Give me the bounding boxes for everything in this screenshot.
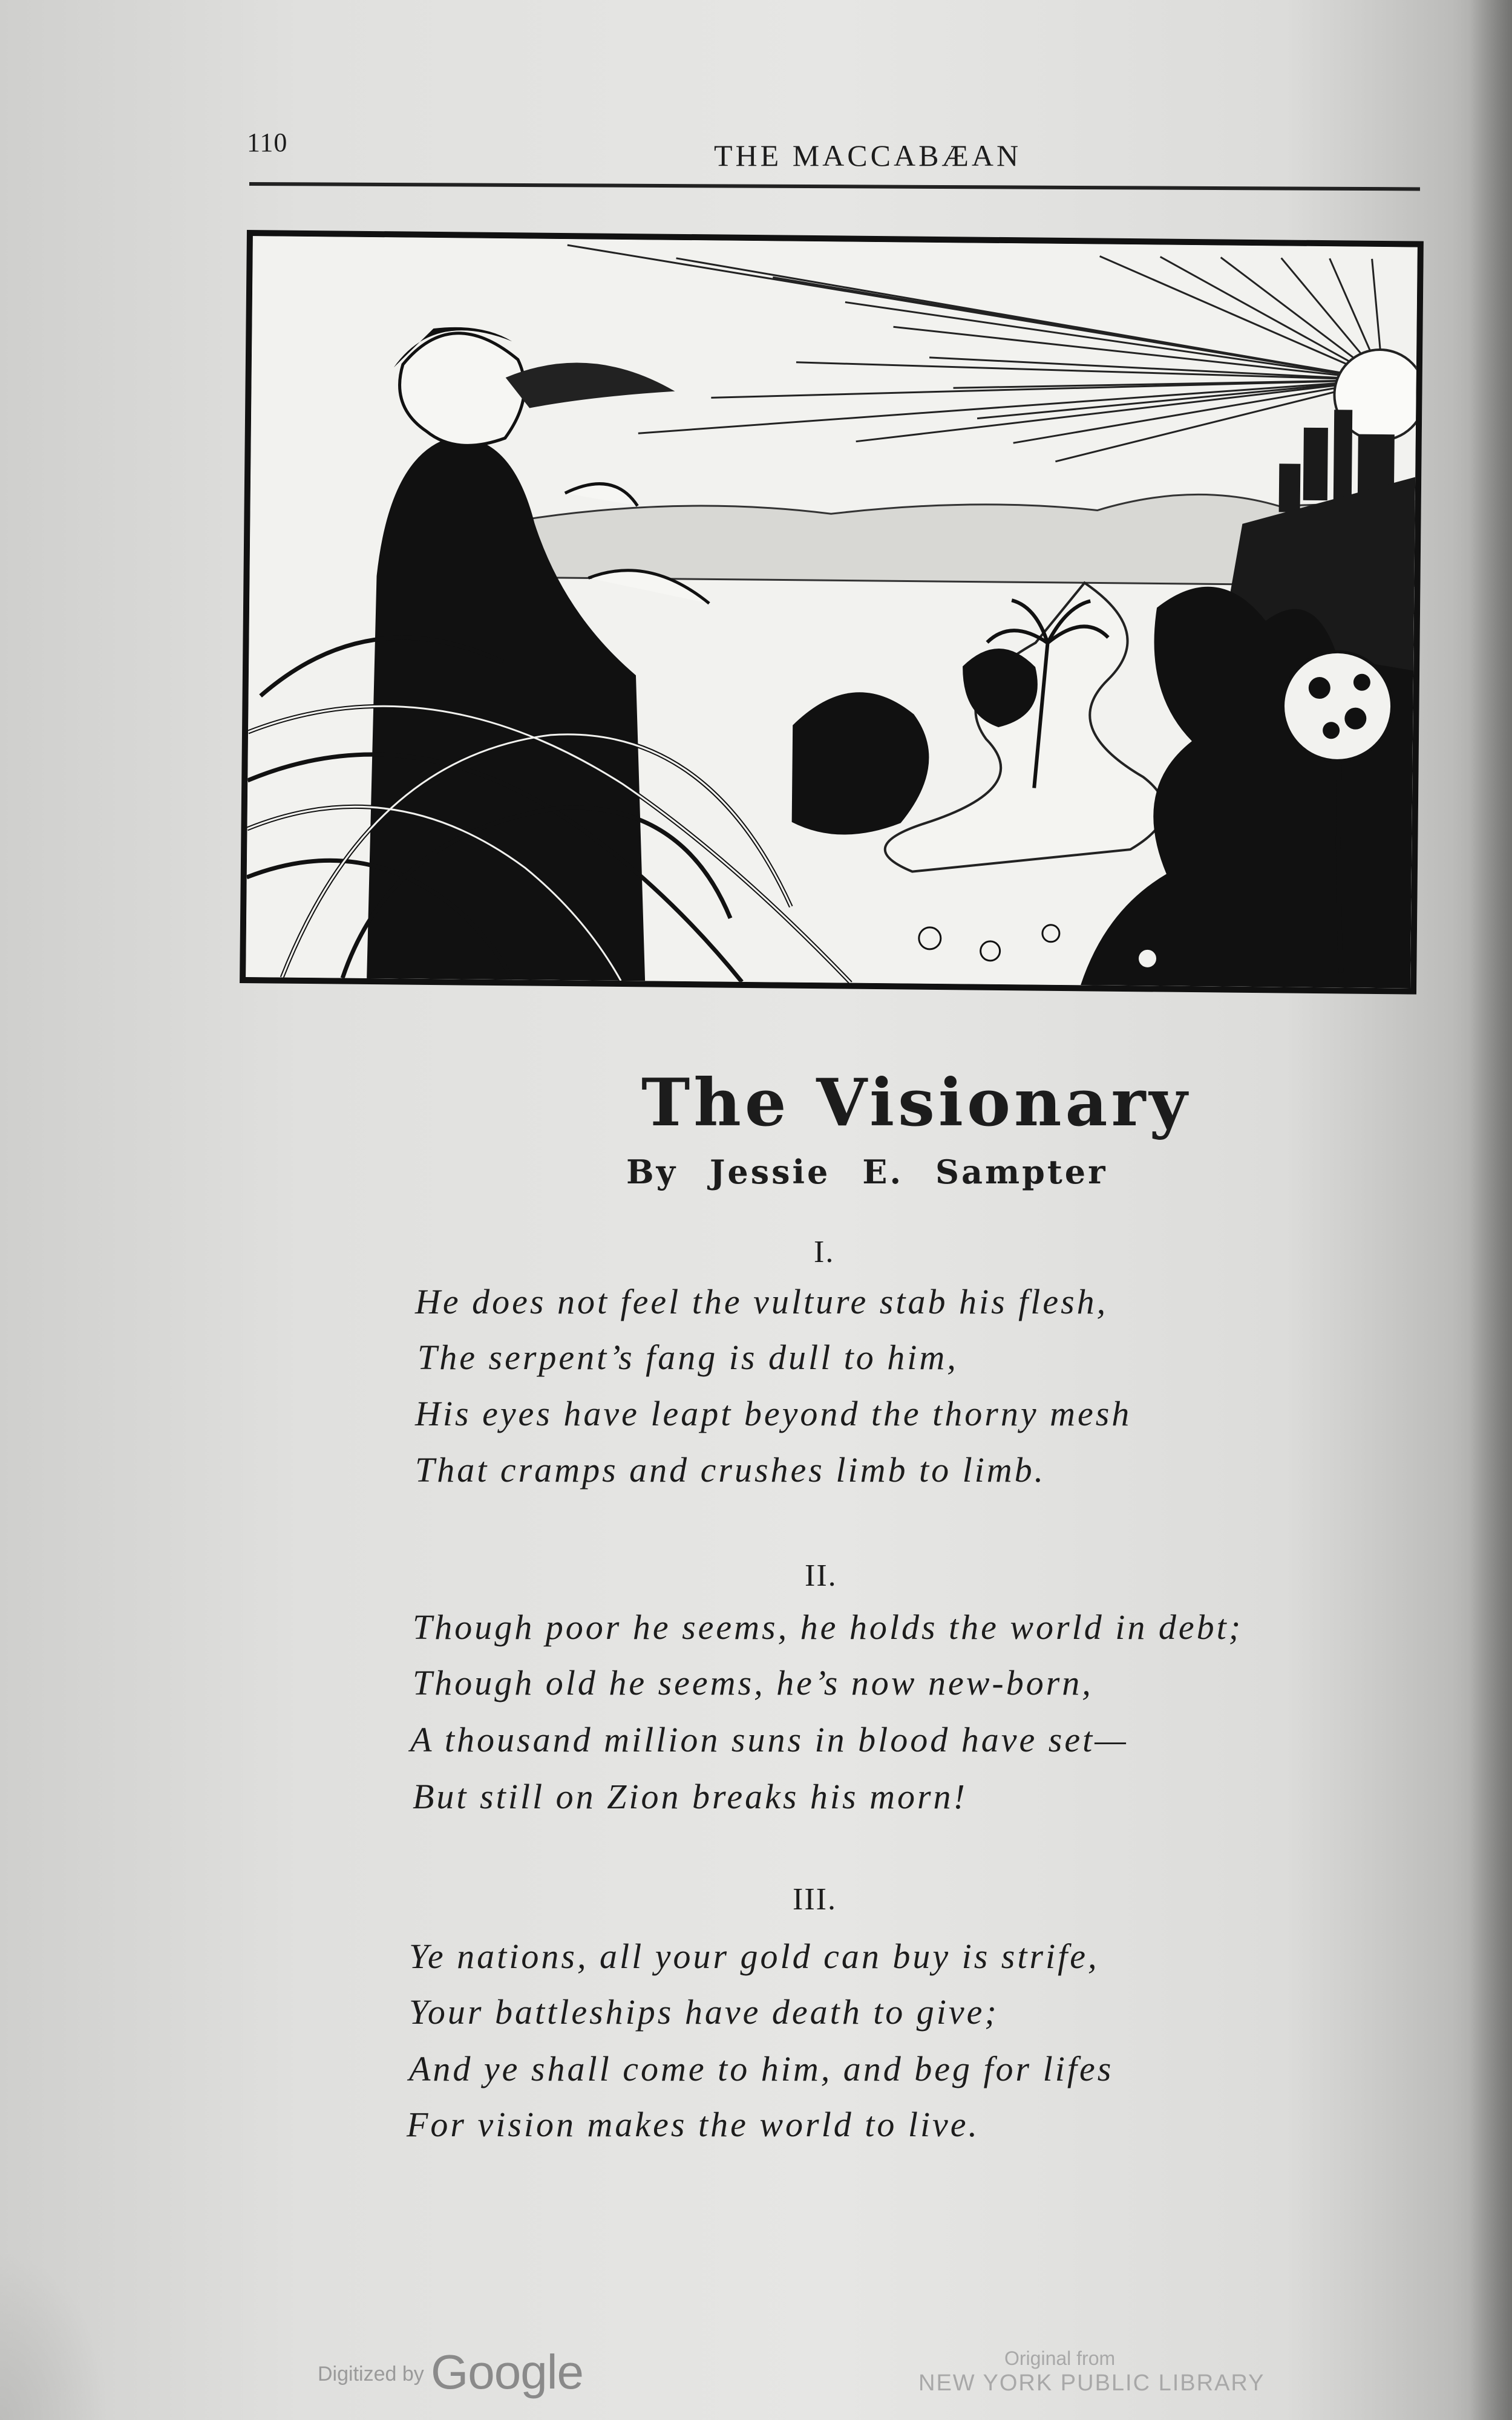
verse-line: For vision makes the world to live. xyxy=(407,2105,980,2144)
original-from-label: Original from xyxy=(1004,2347,1116,2369)
google-logo: Google xyxy=(431,2345,583,2399)
engraving-visionary-in-thorns-sunrise-over-zion-icon xyxy=(246,236,1418,988)
verse-line: And ye shall come to him, and beg for lifes xyxy=(409,2049,1114,2088)
corner-shadow xyxy=(0,2251,109,2420)
illustration xyxy=(240,230,1424,995)
verse-line: His eyes have leapt beyond the thorny mesh xyxy=(415,1394,1132,1433)
verse-line: That cramps and crushes limb to limb. xyxy=(415,1450,1046,1490)
poem-byline: By Jessie E. Sampter xyxy=(626,1153,1108,1191)
poem-title: The Visionary xyxy=(641,1065,1191,1141)
stanza-number: III. xyxy=(793,1882,837,1917)
verse-line: Though poor he seems, he holds the world in debt; xyxy=(413,1607,1243,1647)
library-name: NEW YORK PUBLIC LIBRARY xyxy=(918,2370,1265,2396)
verse-line: The serpent’s fang is dull to him, xyxy=(417,1338,958,1377)
running-head: THE MACCABÆAN xyxy=(714,139,1022,172)
page-edge-shadow xyxy=(1470,0,1512,2420)
digitized-by-label: Digitized by xyxy=(318,2363,424,2386)
verse-line: Though old he seems, he’s now new-born, xyxy=(413,1663,1093,1702)
stanza-number: I. xyxy=(814,1235,835,1269)
verse-line: Your battleships have death to give; xyxy=(409,1992,999,2032)
verse-line: A thousand million suns in blood have set— xyxy=(410,1720,1128,1759)
verse-line: But still on Zion breaks his morn! xyxy=(413,1777,967,1816)
verse-line: Ye nations, all your gold can buy is strife, xyxy=(409,1937,1099,1976)
page-number: 110 xyxy=(247,128,288,157)
stanza-number: II. xyxy=(805,1558,837,1593)
verse-line: He does not feel the vulture stab his flesh, xyxy=(415,1282,1108,1321)
